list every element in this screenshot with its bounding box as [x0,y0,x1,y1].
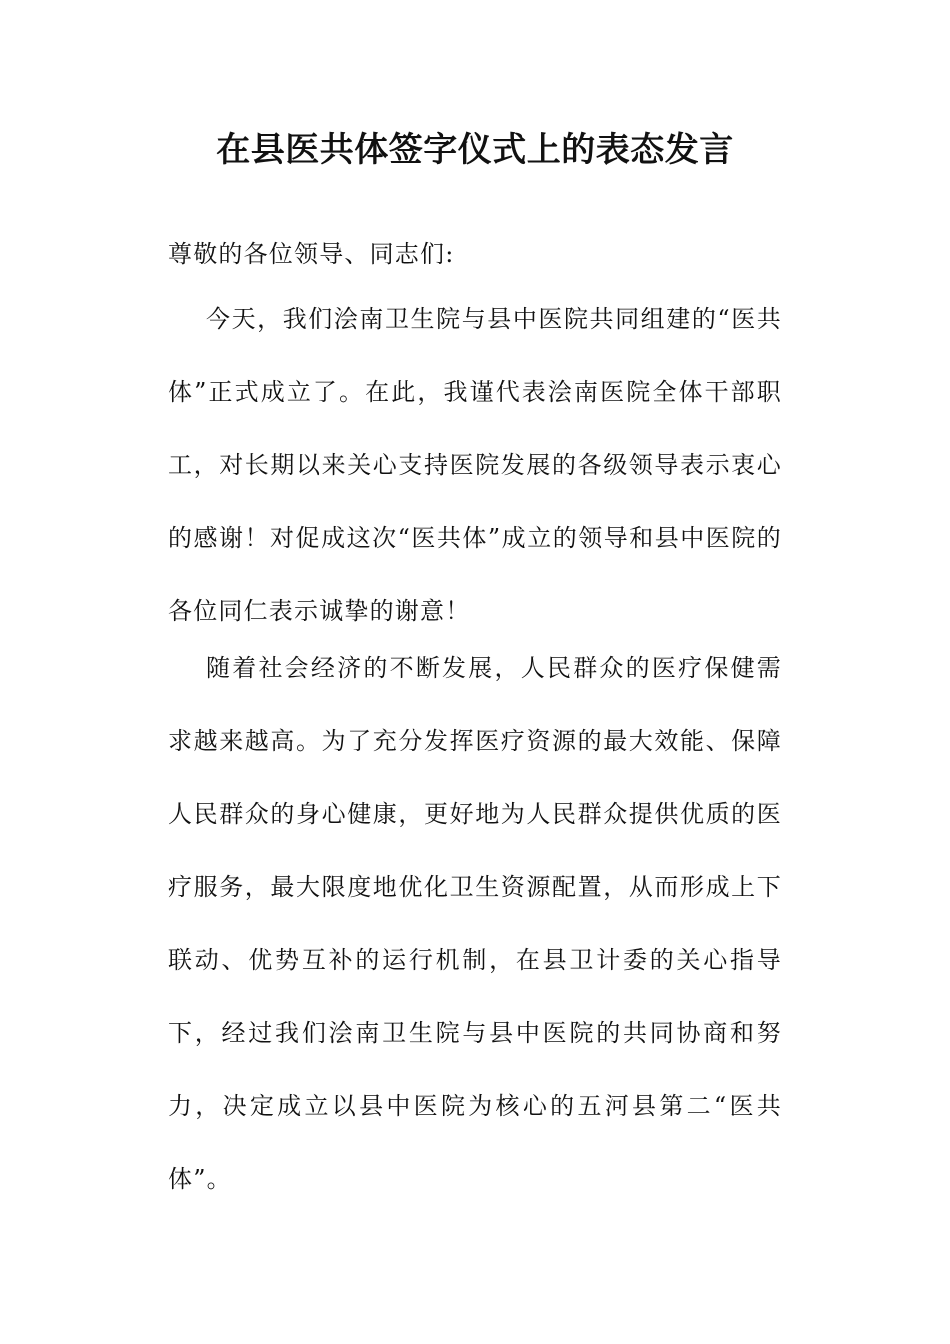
document-title: 在县医共体签字仪式上的表态发言 [216,130,734,170]
paragraph: 随着社会经济的不断发展，人民群众的医疗保健需求越来越高。为了充分发挥医疗资源的最大效能、保障人民群众的身心健康，更好地为人民群众提供优质的医疗服务，最大限度地优化卫生资源配置，从而形成上下联动、优势互补的运行机制，在县卫计委的关心指导下，经过我们浍南卫生院与县中医院的共同协商和努力，决定成立以县中医院为核心的五河县第二“医共体”。 [168,654,782,1193]
paragraph: 今天，我们浍南卫生院与县中医院共同组建的“医共体”正式成立了。在此，我谨代表浍南医院全体干部职工，对长期以来关心支持医院发展的各级领导表示衷心的感谢！对促成这次“医共体”成立的领导和县中医院的各位同仁表示诚挚的谢意！ [168,305,782,625]
salutation: 尊敬的各位领导、同志们: [168,240,455,268]
